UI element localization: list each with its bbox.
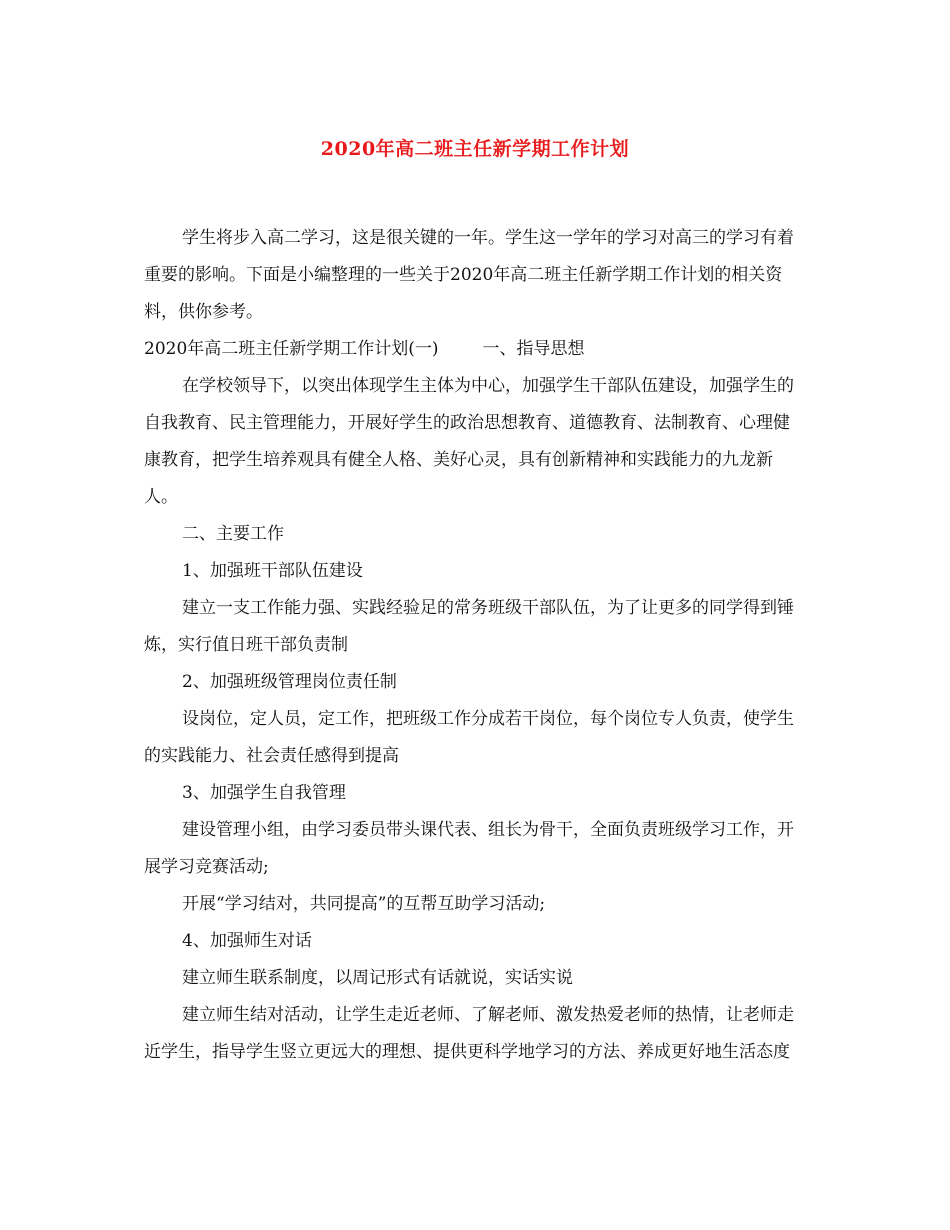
item1-body: 建立一支工作能力强、实践经验足的常务班级干部队伍，为了让更多的同学得到锤炼，实行值日班干部负责制 [144,598,794,655]
item3-body-2: 开展“学习结对，共同提高”的互帮互助学习活动; [182,894,546,914]
item4-body-1: 建立师生联系制度，以周记形式有话就说，实话实说 [182,968,573,988]
section1-heading: 一、指导思想 [482,339,585,359]
plan-heading-line [144,331,806,368]
document-title: 2020年高二班主任新学期工作计划 [320,138,630,160]
item2-body: 设岗位，定人员，定工作，把班级工作分成若干岗位，每个岗位专人负责，使学生的实践能力、社会责任感得到提高 [144,709,794,766]
document-body [144,220,806,1071]
plan-heading: 2020年高二班主任新学期工作计划(一) [144,339,439,359]
intro-paragraph: 学生将步入高二学习，这是很关键的一年。学生这一学年的学习对高三的学习有着重要的影响。下面是小编整理的一些关于2020年高二班主任新学期工作计划的相关资料，供你参考。 [144,228,794,322]
item3-heading: 3、加强学生自我管理 [182,783,346,803]
item4-heading: 4、加强师生对话 [182,931,312,951]
item2-heading: 2、加强班级管理岗位责任制 [182,672,397,692]
item1-heading: 1、加强班干部队伍建设 [182,561,363,581]
item3-body-1: 建设管理小组，由学习委员带头课代表、组长为骨干，全面负责班级学习工作，开展学习竞赛活动; [144,820,794,877]
section1-body: 在学校领导下，以突出体现学生主体为中心，加强学生干部队伍建设，加强学生的自我教育、民主管理能力，开展好学生的政治思想教育、道德教育、法制教育、心理健康教育，把学生培养观具有健全人格、美好心灵，具有创新精神和实践能力的九龙新人。 [144,376,794,507]
section2-heading: 二、主要工作 [182,524,284,544]
item4-body-2: 建立师生结对活动，让学生走近老师、了解老师、激发热爱老师的热情，让老师走近学生，指导学生竖立更远大的理想、提供更科学地学习的方法、养成更好地生活态度 [144,1005,794,1062]
